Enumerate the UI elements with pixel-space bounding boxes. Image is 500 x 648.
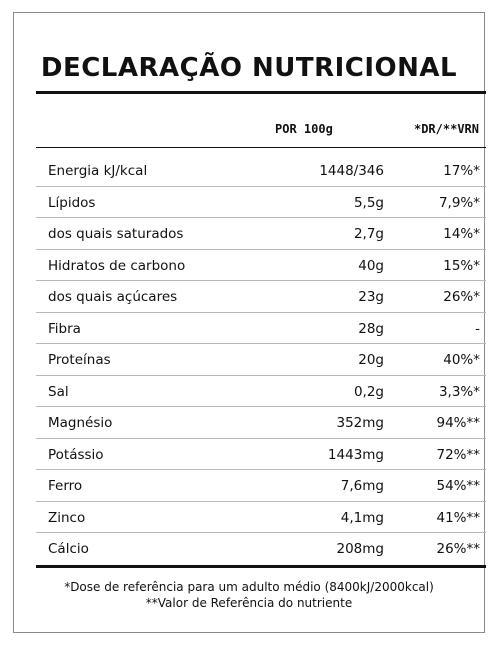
nutrition-label xyxy=(13,12,485,633)
nutrient-name: dos quais açúcares xyxy=(48,289,178,305)
table-row xyxy=(36,376,486,408)
nutrient-name: Energia kJ/kcal xyxy=(48,163,148,179)
nutrient-dr: 41%** xyxy=(436,509,480,526)
nutrient-name: Sal xyxy=(48,383,69,400)
nutrient-value: 208mg xyxy=(336,541,384,557)
table-row xyxy=(36,470,486,502)
table-row xyxy=(36,155,486,187)
nutrient-name: Hidratos de carbono xyxy=(48,257,186,274)
header-dr-vrn: *DR/**VRN xyxy=(413,122,479,136)
table-row xyxy=(36,407,486,439)
bottom-rule xyxy=(36,565,486,568)
nutrient-dr: 7,9%* xyxy=(438,194,480,211)
nutrient-name: Ferro xyxy=(48,478,83,494)
nutrient-dr: 26%* xyxy=(443,289,480,305)
nutrient-value: 23g xyxy=(358,289,384,305)
nutrient-name: Magnésio xyxy=(48,415,113,431)
table-row xyxy=(36,250,486,282)
table-row xyxy=(36,218,486,250)
nutrient-name: Cálcio xyxy=(48,541,89,557)
nutrient-value: 0,2g xyxy=(353,383,384,400)
nutrient-dr: 40%* xyxy=(443,352,480,368)
nutrient-dr: 26%** xyxy=(436,541,480,557)
nutrient-dr: 17%* xyxy=(443,163,480,179)
nutrient-dr: 54%** xyxy=(436,478,480,494)
nutrient-value: 4,1mg xyxy=(340,509,384,526)
footnote-nrv: **Valor de Referência do nutriente xyxy=(145,596,353,610)
footnote-reference-intake: *Dose de referência para um adulto médio (8400kJ/2000kcal) xyxy=(64,580,434,594)
nutrient-dr: 94%** xyxy=(436,415,480,431)
table-row xyxy=(36,281,486,313)
table-row xyxy=(36,439,486,471)
nutrient-dr: 3,3%* xyxy=(438,383,480,400)
nutrient-value: 1448/346 xyxy=(319,163,384,179)
nutrient-value: 7,6mg xyxy=(340,478,384,494)
nutrient-dr: - xyxy=(475,320,480,337)
table-row xyxy=(36,313,486,345)
nutrient-value: 1443mg xyxy=(327,446,384,463)
table-row xyxy=(36,502,486,534)
nutrient-table xyxy=(36,155,486,565)
label-title: DECLARAÇÃO NUTRICIONAL xyxy=(40,53,458,83)
nutrient-name: Proteínas xyxy=(48,352,111,368)
nutrient-value: 28g xyxy=(358,320,384,337)
top-rule xyxy=(36,91,486,94)
nutrient-dr: 15%* xyxy=(443,257,480,274)
nutrient-value: 2,7g xyxy=(353,226,384,242)
nutrient-value: 5,5g xyxy=(353,194,384,211)
header-per-100g: POR 100g xyxy=(275,122,333,136)
nutrient-value: 20g xyxy=(358,352,384,368)
nutrient-name: Fibra xyxy=(48,320,81,337)
table-row xyxy=(36,533,486,565)
table-row xyxy=(36,187,486,219)
nutrient-name: dos quais saturados xyxy=(48,226,184,242)
nutrient-name: Lípidos xyxy=(48,194,96,211)
nutrient-dr: 72%** xyxy=(436,446,480,463)
nutrient-dr: 14%* xyxy=(443,226,480,242)
nutrient-name: Potássio xyxy=(48,446,104,463)
table-row xyxy=(36,344,486,376)
nutrient-value: 352mg xyxy=(336,415,384,431)
nutrient-value: 40g xyxy=(358,257,384,274)
nutrient-name: Zinco xyxy=(48,509,86,526)
header-rule xyxy=(36,147,486,148)
